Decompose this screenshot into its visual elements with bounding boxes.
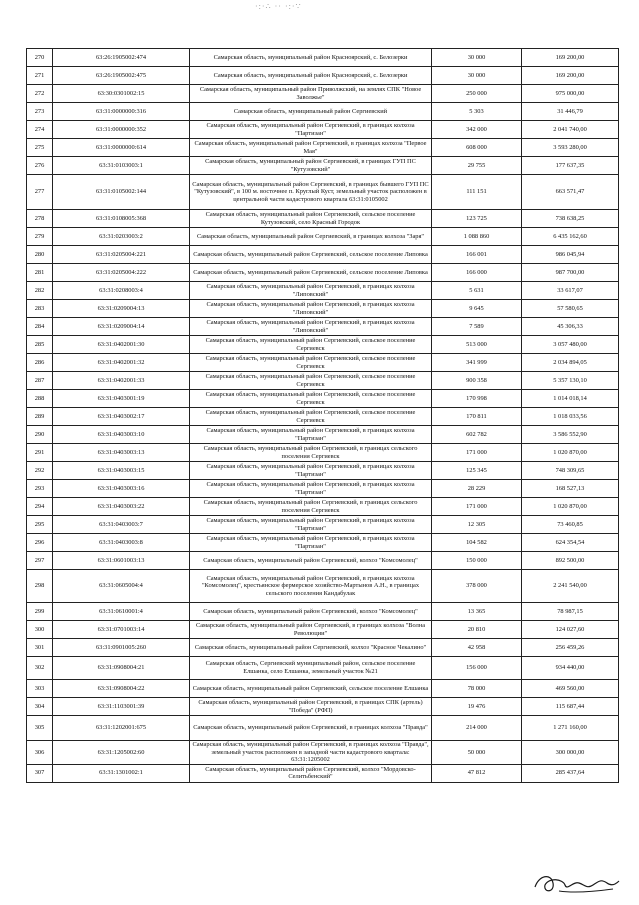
row-number: 300 xyxy=(27,621,53,639)
cadastral-number: 63:31:0901005:260 xyxy=(53,639,190,657)
row-number: 291 xyxy=(27,444,53,462)
cadastral-number: 63:31:0209004:14 xyxy=(53,318,190,336)
cadastral-number: 63:31:0108005:368 xyxy=(53,210,190,228)
cadastral-value: 31 446,79 xyxy=(522,103,619,121)
area-value: 5 303 xyxy=(432,103,522,121)
address: Самарская область, муниципальный район Сергиевский, в границах колхоза "Партизан" xyxy=(190,534,432,552)
address: Самарская область, муниципальный район Сергиевский, колхоз "Мордовско-Селитьбенский" xyxy=(190,764,432,782)
table-row xyxy=(27,121,619,139)
cadastral-value: 169 200,00 xyxy=(522,67,619,85)
address: Самарская область, муниципальный район Сергиевский, в границах колхоза "Партизан" xyxy=(190,516,432,534)
row-number: 275 xyxy=(27,139,53,157)
cadastral-number: 63:31:1202001:675 xyxy=(53,716,190,741)
row-number: 277 xyxy=(27,175,53,210)
row-number: 279 xyxy=(27,228,53,246)
row-number: 270 xyxy=(27,49,53,67)
cadastral-value: 663 571,47 xyxy=(522,175,619,210)
address: Самарская область, муниципальный район Сергиевский, сельское поселение Сергиевск xyxy=(190,408,432,426)
table-row xyxy=(27,372,619,390)
cadastral-number: 63:31:0610001:4 xyxy=(53,603,190,621)
row-number: 294 xyxy=(27,498,53,516)
row-number: 304 xyxy=(27,698,53,716)
table-row xyxy=(27,603,619,621)
cadastral-number: 63:31:0000000:316 xyxy=(53,103,190,121)
cadastral-number: 63:31:0403003:13 xyxy=(53,444,190,462)
cadastral-number: 63:31:0105002:144 xyxy=(53,175,190,210)
table-row xyxy=(27,103,619,121)
table-row xyxy=(27,49,619,67)
table-row xyxy=(27,444,619,462)
address: Самарская область, Сергиевский муниципальный район, сельское поселение Елшанка, село Елшанка, земельный участок №21 xyxy=(190,657,432,680)
address: Самарская область, муниципальный район Сергиевский, в границах колхоза "Первое Мая" xyxy=(190,139,432,157)
table-row xyxy=(27,552,619,570)
address: Самарская область, муниципальный район Сергиевский, в границах колхоза "Волна Революции" xyxy=(190,621,432,639)
area-value: 1 088 860 xyxy=(432,228,522,246)
row-number: 307 xyxy=(27,764,53,782)
cadastral-number: 63:26:1905002:474 xyxy=(53,49,190,67)
cadastral-value: 1 018 033,56 xyxy=(522,408,619,426)
address: Самарская область, муниципальный район Сергиевский, в границах сельского поселения Сергиевск xyxy=(190,498,432,516)
row-number: 272 xyxy=(27,85,53,103)
address: Самарская область, муниципальный район Сергиевский, в границах колхоза "Липовский" xyxy=(190,282,432,300)
land-plots-table xyxy=(26,48,619,783)
cadastral-value: 256 459,26 xyxy=(522,639,619,657)
area-value: 104 582 xyxy=(432,534,522,552)
address: Самарская область, муниципальный район Сергиевский, колхоз "Комсомолец" xyxy=(190,552,432,570)
row-number: 281 xyxy=(27,264,53,282)
cadastral-number: 63:31:0601003:13 xyxy=(53,552,190,570)
table-row xyxy=(27,282,619,300)
area-value: 341 999 xyxy=(432,354,522,372)
scan-artifact: ·:·∴ ·· ·:·∵ xyxy=(255,2,302,11)
address: Самарская область, муниципальный район Сергиевский, в границах бывшего ГУП ПС "Кутузовский", в 100 м. восточнее п. Круглый Куст, земельный участок расположен в центральной части кадастрового квартала 63:31:0105002 xyxy=(190,175,432,210)
row-number: 286 xyxy=(27,354,53,372)
area-value: 342 000 xyxy=(432,121,522,139)
cadastral-value: 738 638,25 xyxy=(522,210,619,228)
address: Самарская область, муниципальный район Сергиевский, в границах колхоза "Заря" xyxy=(190,228,432,246)
address: Самарская область, муниципальный район Сергиевский, в границах колхоза "Правда" xyxy=(190,716,432,741)
cadastral-number: 63:31:0908004:22 xyxy=(53,680,190,698)
address: Самарская область, муниципальный район Сергиевский, в границах колхоза "Партизан" xyxy=(190,480,432,498)
table-row xyxy=(27,716,619,741)
cadastral-value: 2 034 894,05 xyxy=(522,354,619,372)
table-row xyxy=(27,426,619,444)
cadastral-number: 63:26:1905002:475 xyxy=(53,67,190,85)
table-row xyxy=(27,336,619,354)
area-value: 30 000 xyxy=(432,67,522,85)
table-row xyxy=(27,354,619,372)
address: Самарская область, муниципальный район Сергиевский, колхоз "Красное Чекалино" xyxy=(190,639,432,657)
row-number: 296 xyxy=(27,534,53,552)
table-row xyxy=(27,318,619,336)
cadastral-value: 115 687,44 xyxy=(522,698,619,716)
row-number: 293 xyxy=(27,480,53,498)
cadastral-number: 63:31:0403003:16 xyxy=(53,480,190,498)
area-value: 20 810 xyxy=(432,621,522,639)
area-value: 250 000 xyxy=(432,85,522,103)
area-value: 78 000 xyxy=(432,680,522,698)
area-value: 900 358 xyxy=(432,372,522,390)
address: Самарская область, муниципальный район Красноярский, с. Белозерки xyxy=(190,67,432,85)
row-number: 297 xyxy=(27,552,53,570)
table-row xyxy=(27,264,619,282)
address: Самарская область, муниципальный район Сергиевский, сельское поселение Сергиевск xyxy=(190,336,432,354)
table-row xyxy=(27,139,619,157)
cadastral-number: 63:31:0403003:7 xyxy=(53,516,190,534)
cadastral-value: 2 241 540,00 xyxy=(522,570,619,603)
row-number: 295 xyxy=(27,516,53,534)
row-number: 303 xyxy=(27,680,53,698)
area-value: 171 000 xyxy=(432,498,522,516)
row-number: 284 xyxy=(27,318,53,336)
address: Самарская область, муниципальный район Сергиевский, в границах колхоза "Липовский" xyxy=(190,318,432,336)
area-value: 47 812 xyxy=(432,764,522,782)
table-row xyxy=(27,534,619,552)
address: Самарская область, муниципальный район Сергиевский, сельское поселение Липовка xyxy=(190,264,432,282)
row-number: 271 xyxy=(27,67,53,85)
row-number: 276 xyxy=(27,157,53,175)
row-number: 285 xyxy=(27,336,53,354)
table-row xyxy=(27,480,619,498)
row-number: 292 xyxy=(27,462,53,480)
area-value: 156 000 xyxy=(432,657,522,680)
area-value: 171 000 xyxy=(432,444,522,462)
cadastral-value: 3 593 280,00 xyxy=(522,139,619,157)
cadastral-number: 63:31:1205002:60 xyxy=(53,741,190,765)
cadastral-number: 63:31:0403003:15 xyxy=(53,462,190,480)
area-value: 50 000 xyxy=(432,741,522,765)
address: Самарская область, муниципальный район Сергиевский, сельское поселение Елшанка xyxy=(190,680,432,698)
cadastral-value: 469 560,00 xyxy=(522,680,619,698)
cadastral-value: 57 580,65 xyxy=(522,300,619,318)
area-value: 166 000 xyxy=(432,264,522,282)
area-value: 42 958 xyxy=(432,639,522,657)
cadastral-number: 63:31:0103003:1 xyxy=(53,157,190,175)
area-value: 125 345 xyxy=(432,462,522,480)
row-number: 274 xyxy=(27,121,53,139)
table-row xyxy=(27,390,619,408)
cadastral-value: 934 440,00 xyxy=(522,657,619,680)
cadastral-value: 1 014 018,14 xyxy=(522,390,619,408)
address: Самарская область, муниципальный район Приволжский, на землях СПК "Новое Заволжье" xyxy=(190,85,432,103)
table-row xyxy=(27,228,619,246)
row-number: 288 xyxy=(27,390,53,408)
row-number: 306 xyxy=(27,741,53,765)
cadastral-value: 1 020 870,00 xyxy=(522,498,619,516)
cadastral-number: 63:31:0403001:19 xyxy=(53,390,190,408)
table-row xyxy=(27,498,619,516)
table-row xyxy=(27,698,619,716)
area-value: 513 000 xyxy=(432,336,522,354)
address: Самарская область, муниципальный район Сергиевский xyxy=(190,103,432,121)
cadastral-number: 63:31:0403003:22 xyxy=(53,498,190,516)
area-value: 30 000 xyxy=(432,49,522,67)
table-row xyxy=(27,67,619,85)
area-value: 170 811 xyxy=(432,408,522,426)
table-row xyxy=(27,246,619,264)
cadastral-value: 624 354,54 xyxy=(522,534,619,552)
cadastral-value: 33 617,07 xyxy=(522,282,619,300)
row-number: 290 xyxy=(27,426,53,444)
table-row xyxy=(27,764,619,782)
table-row xyxy=(27,516,619,534)
cadastral-number: 63:31:0205004:221 xyxy=(53,246,190,264)
address: Самарская область, муниципальный район Сергиевский, в границах ГУП ПС "Кутузовский" xyxy=(190,157,432,175)
table-row xyxy=(27,680,619,698)
address: Самарская область, муниципальный район Сергиевский, в границах колхоза "Партизан" xyxy=(190,426,432,444)
area-value: 150 000 xyxy=(432,552,522,570)
address: Самарская область, муниципальный район Сергиевский, в границах СПК (артель) "Победа" (РФП) xyxy=(190,698,432,716)
table-row xyxy=(27,657,619,680)
area-value: 378 000 xyxy=(432,570,522,603)
table-row xyxy=(27,210,619,228)
row-number: 283 xyxy=(27,300,53,318)
cadastral-number: 63:31:0208003:4 xyxy=(53,282,190,300)
area-value: 9 645 xyxy=(432,300,522,318)
table-row xyxy=(27,621,619,639)
cadastral-number: 63:31:0403003:10 xyxy=(53,426,190,444)
cadastral-value: 5 357 130,10 xyxy=(522,372,619,390)
table-row xyxy=(27,408,619,426)
address: Самарская область, муниципальный район Сергиевский, в границах колхоза "Партизан" xyxy=(190,462,432,480)
area-value: 19 476 xyxy=(432,698,522,716)
signature-image xyxy=(529,867,621,897)
cadastral-number: 63:31:0403003:8 xyxy=(53,534,190,552)
address: Самарская область, муниципальный район Красноярский, с. Белозерки xyxy=(190,49,432,67)
cadastral-number: 63:31:0605004:4 xyxy=(53,570,190,603)
cadastral-value: 1 020 870,00 xyxy=(522,444,619,462)
address: Самарская область, муниципальный район Сергиевский, сельское поселение Сергиевск xyxy=(190,390,432,408)
address: Самарская область, муниципальный район Сергиевский, сельское поселение Сергиевск xyxy=(190,354,432,372)
table-row xyxy=(27,639,619,657)
area-value: 214 000 xyxy=(432,716,522,741)
area-value: 608 000 xyxy=(432,139,522,157)
cadastral-value: 169 200,00 xyxy=(522,49,619,67)
table-row xyxy=(27,741,619,765)
cadastral-number: 63:31:0000000:614 xyxy=(53,139,190,157)
cadastral-value: 975 000,00 xyxy=(522,85,619,103)
table-row xyxy=(27,300,619,318)
cadastral-number: 63:30:0301002:15 xyxy=(53,85,190,103)
cadastral-value: 986 045,94 xyxy=(522,246,619,264)
table-row xyxy=(27,570,619,603)
cadastral-number: 63:31:1301002:1 xyxy=(53,764,190,782)
row-number: 282 xyxy=(27,282,53,300)
area-value: 5 631 xyxy=(432,282,522,300)
address: Самарская область, муниципальный район Сергиевский, сельское поселение Сергиевск xyxy=(190,372,432,390)
cadastral-value: 285 437,64 xyxy=(522,764,619,782)
cadastral-number: 63:31:0205004:222 xyxy=(53,264,190,282)
table-row xyxy=(27,175,619,210)
cadastral-value: 73 460,85 xyxy=(522,516,619,534)
cadastral-value: 748 309,65 xyxy=(522,462,619,480)
cadastral-value: 168 527,13 xyxy=(522,480,619,498)
address: Самарская область, муниципальный район Сергиевский, в границах колхоза "Липовский" xyxy=(190,300,432,318)
cadastral-number: 63:31:0209004:13 xyxy=(53,300,190,318)
cadastral-value: 892 500,00 xyxy=(522,552,619,570)
row-number: 273 xyxy=(27,103,53,121)
cadastral-value: 3 586 552,90 xyxy=(522,426,619,444)
cadastral-value: 300 000,00 xyxy=(522,741,619,765)
cadastral-value: 6 435 162,60 xyxy=(522,228,619,246)
cadastral-value: 78 987,15 xyxy=(522,603,619,621)
cadastral-value: 45 306,33 xyxy=(522,318,619,336)
cadastral-number: 63:31:0701003:14 xyxy=(53,621,190,639)
cadastral-value: 124 027,60 xyxy=(522,621,619,639)
area-value: 170 998 xyxy=(432,390,522,408)
cadastral-number: 63:31:0203003:2 xyxy=(53,228,190,246)
cadastral-value: 987 700,00 xyxy=(522,264,619,282)
address: Самарская область, муниципальный район Сергиевский, сельское поселение Кутузовский, село Красный Городок xyxy=(190,210,432,228)
cadastral-number: 63:31:0402001:30 xyxy=(53,336,190,354)
cadastral-number: 63:31:0908004:21 xyxy=(53,657,190,680)
cadastral-number: 63:31:0402001:33 xyxy=(53,372,190,390)
address: Самарская область, муниципальный район Сергиевский, сельское поселение Липовка xyxy=(190,246,432,264)
area-value: 7 589 xyxy=(432,318,522,336)
address: Самарская область, муниципальный район Сергиевский, в границах сельского поселения Сергиевск xyxy=(190,444,432,462)
row-number: 305 xyxy=(27,716,53,741)
row-number: 278 xyxy=(27,210,53,228)
area-value: 123 725 xyxy=(432,210,522,228)
cadastral-number: 63:31:0000000:352 xyxy=(53,121,190,139)
row-number: 280 xyxy=(27,246,53,264)
table-row xyxy=(27,462,619,480)
area-value: 602 782 xyxy=(432,426,522,444)
area-value: 28 229 xyxy=(432,480,522,498)
row-number: 287 xyxy=(27,372,53,390)
cadastral-value: 1 271 160,00 xyxy=(522,716,619,741)
table-row xyxy=(27,157,619,175)
row-number: 301 xyxy=(27,639,53,657)
address: Самарская область, муниципальный район Сергиевский, в границах колхоза "Комсомолец", крестьянское фермерское хозяйство-Мартынов А.Н., в границах сельского поселения Кандабулак xyxy=(190,570,432,603)
area-value: 12 305 xyxy=(432,516,522,534)
cadastral-number: 63:31:0403002:17 xyxy=(53,408,190,426)
address: Самарская область, муниципальный район Сергиевский, колхоз "Комсомолец" xyxy=(190,603,432,621)
table-row xyxy=(27,85,619,103)
row-number: 298 xyxy=(27,570,53,603)
row-number: 299 xyxy=(27,603,53,621)
address: Самарская область, муниципальный район Сергиевский, в границах колхоза "Партизан" xyxy=(190,121,432,139)
cadastral-number: 63:31:0402001:32 xyxy=(53,354,190,372)
address: Самарская область, муниципальный район Сергиевский, в границах колхоза "Правда", земельный участок расположен в западной части кадастрового квартала: 63:31:1205002 xyxy=(190,741,432,765)
cadastral-value: 177 637,35 xyxy=(522,157,619,175)
row-number: 289 xyxy=(27,408,53,426)
table-body xyxy=(27,49,619,783)
area-value: 111 151 xyxy=(432,175,522,210)
area-value: 13 365 xyxy=(432,603,522,621)
row-number: 302 xyxy=(27,657,53,680)
cadastral-value: 3 057 480,00 xyxy=(522,336,619,354)
cadastral-number: 63:31:1103001:39 xyxy=(53,698,190,716)
area-value: 29 755 xyxy=(432,157,522,175)
cadastral-value: 2 041 740,00 xyxy=(522,121,619,139)
area-value: 166 001 xyxy=(432,246,522,264)
